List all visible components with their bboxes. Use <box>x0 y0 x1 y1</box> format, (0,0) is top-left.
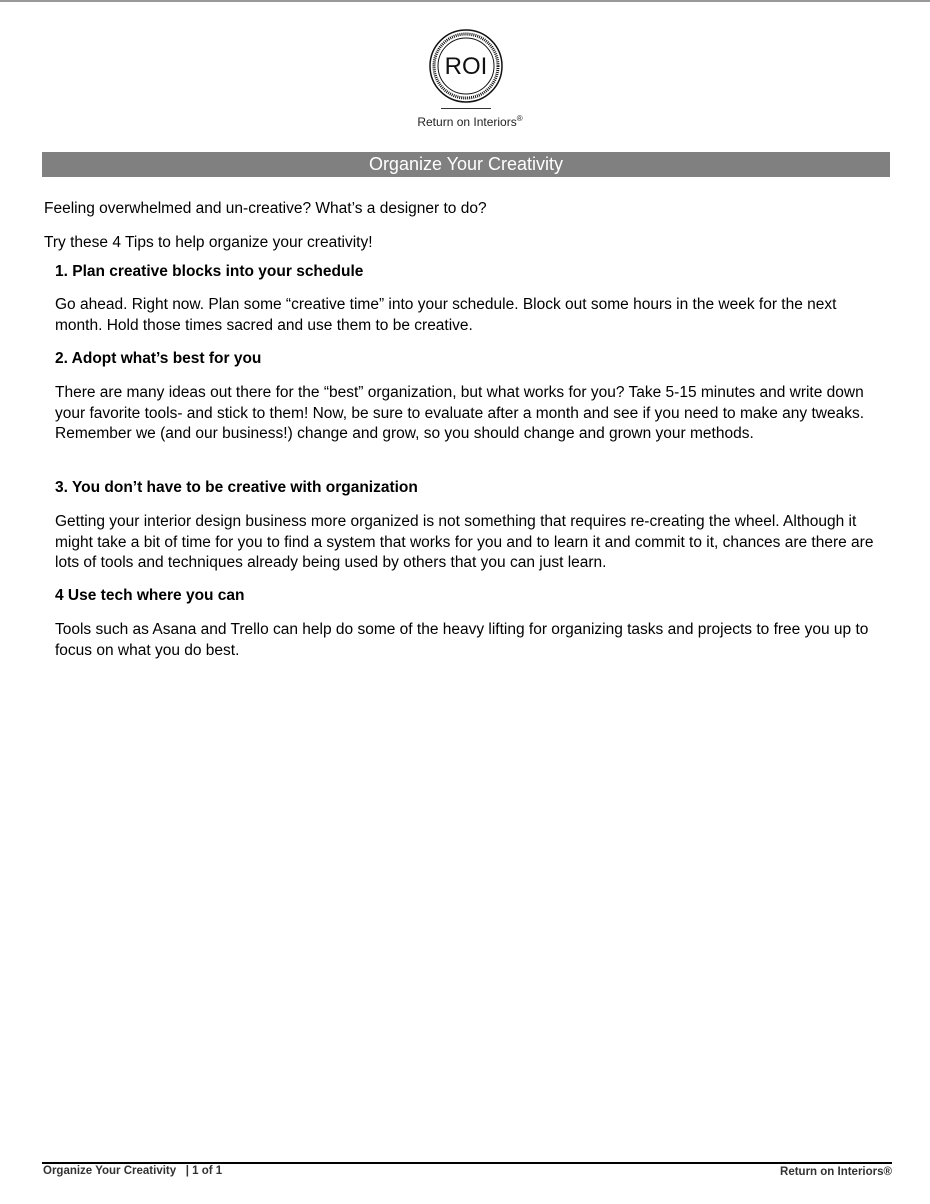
page-number: | 1 of 1 <box>185 1165 223 1177</box>
tip-heading: 4 Use tech where you can <box>55 587 245 604</box>
tip-body: Getting your interior design business more organized is not something that requires re-creating the wheel. Although it might take a bit of time for you to find a system that works for you and to learn it and commit to it, chances are there are lots of tools and techniques already being used by others that you can just learn. <box>55 513 874 571</box>
tip-heading: 3. You don’t have to be creative with organization <box>55 479 418 496</box>
footer-divider <box>42 1162 892 1164</box>
tip-body: Tools such as Asana and Trello can help do some of the heavy lifting for organizing tasks and projects to free you up to focus on what you do best. <box>55 621 869 659</box>
tip-heading: 1. Plan creative blocks into your schedule <box>55 263 364 280</box>
footer-brand: Return on Interiors® <box>780 1166 892 1178</box>
brand-name: Return on Interiors® <box>417 114 523 129</box>
page-title: Organize Your Creativity <box>42 152 890 177</box>
svg-text:ROI: ROI <box>444 53 488 80</box>
intro-text: Feeling overwhelmed and un-creative? What’s a designer to do? <box>44 200 487 217</box>
roi-logo <box>428 28 504 104</box>
logo-divider <box>441 108 491 109</box>
tip-body: Go ahead. Right now. Plan some “creative time” into your schedule. Block out some hours in the week for the next month. Hold those times sacred and use them to be creative. <box>55 296 837 334</box>
tip-heading: 2. Adopt what’s best for you <box>55 350 262 367</box>
footer-title: Organize Your Creativity | 1 of 1 <box>43 1165 223 1177</box>
intro-text: Try these 4 Tips to help organize your creativity! <box>44 234 373 251</box>
tip-body: There are many ideas out there for the “best” organization, but what works for you? Take 5-15 minutes and write down your favorite tools- and stick to them! Now, be sure to evaluate after a month and see if you need to make any tweaks. Remember we (and our business!) change and grow, so you should change and grown your methods. <box>55 384 865 442</box>
